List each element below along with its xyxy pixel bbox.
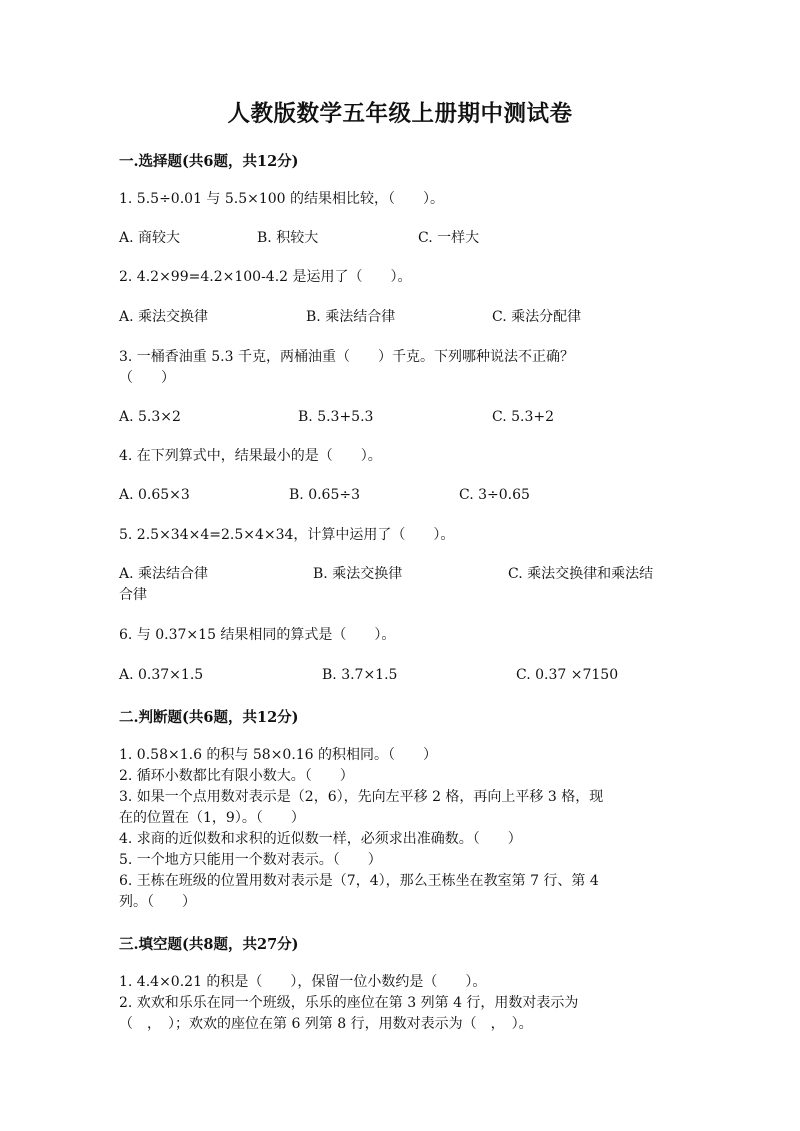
question-4: 4. 在下列算式中，结果最小的是（ ）。 <box>119 448 382 464</box>
fill-line-1: 1. 4.4×0.21 的积是（ ），保留一位小数约是（ ）。 <box>119 974 487 990</box>
judge-line-1: 1. 0.58×1.6 的积与 58×0.16 的积相同。（ ） <box>119 747 438 763</box>
judge-line-5: 4. 求商的近似数和求积的近似数一样，必须求出准确数。（ ） <box>119 831 522 847</box>
question-3-line-1: 3. 一桶香油重 5.3 千克，两桶油重（ ）千克。下列哪种说法不正确？ <box>119 349 574 365</box>
judge-line-3: 3. 如果一个点用数对表示是（2，6），先向左平移 2 格，再向上平移 3 格，现 <box>119 789 604 805</box>
q5-option-a: A. 乘法结合律 <box>119 566 209 582</box>
q1-option-c: C. 一样大 <box>418 230 480 246</box>
section-heading-choice: 一.选择题(共6题，共12分) <box>119 153 299 170</box>
q5-option-c: C. 乘法交换律和乘法结 <box>508 566 654 582</box>
q2-option-c: C. 乘法分配律 <box>492 309 582 325</box>
fill-line-3: （ ， ）；欢欢的座位在第 6 列第 8 行，用数对表示为（ ， ）。 <box>119 1016 533 1032</box>
judge-line-2: 2. 循环小数都比有限小数大。（ ） <box>119 768 354 784</box>
section-heading-judge: 二.判断题(共6题，共12分) <box>119 709 299 726</box>
q4-option-b: B. 0.65÷3 <box>289 487 360 503</box>
judge-line-4: 在的位置在（1，9）。（ ） <box>119 810 305 826</box>
question-6: 6. 与 0.37×15 结果相同的算式是（ ）。 <box>119 627 396 643</box>
fill-line-2: 2. 欢欢和乐乐在同一个班级，乐乐的座位在第 3 列第 4 行，用数对表示为 <box>119 995 579 1011</box>
q3-option-a: A. 5.3×2 <box>119 409 181 425</box>
judge-line-8: 列。（ ） <box>119 894 196 910</box>
q3-option-b: B. 5.3+5.3 <box>298 409 374 425</box>
question-5: 5. 2.5×34×4=2.5×4×34，计算中运用了（ ）。 <box>119 527 455 543</box>
judge-line-7: 6. 王栋在班级的位置用数对表示是（7，4），那么王栋坐在教室第 7 行、第 4 <box>119 873 599 889</box>
q2-option-a: A. 乘法交换律 <box>119 309 209 325</box>
q2-option-b: B. 乘法结合律 <box>306 309 396 325</box>
q6-option-b: B. 3.7×1.5 <box>322 667 398 683</box>
question-2: 2. 4.2×99=4.2×100-4.2 是运用了（ ）。 <box>119 269 412 285</box>
q5-option-c-cont: 合律 <box>119 587 147 603</box>
q3-option-c: C. 5.3+2 <box>492 409 555 425</box>
q5-option-b: B. 乘法交换律 <box>313 566 403 582</box>
judge-line-6: 5. 一个地方只能用一个数对表示。（ ） <box>119 852 382 868</box>
page-title: 人教版数学五年级上册期中测试卷 <box>227 101 573 127</box>
section-heading-fill: 三.填空题(共8题，共27分) <box>119 936 299 953</box>
q1-option-b: B. 积较大 <box>257 230 319 246</box>
q6-option-a: A. 0.37×1.5 <box>119 667 204 683</box>
question-1: 1. 5.5÷0.01 与 5.5×100 的结果相比较，（ ）。 <box>119 191 445 207</box>
q4-option-c: C. 3÷0.65 <box>459 487 530 503</box>
q4-option-a: A. 0.65×3 <box>119 487 190 503</box>
q1-option-a: A. 商较大 <box>119 230 181 246</box>
q6-option-c: C. 0.37 ×7150 <box>516 667 619 683</box>
question-3-line-2: （ ） <box>119 370 175 386</box>
